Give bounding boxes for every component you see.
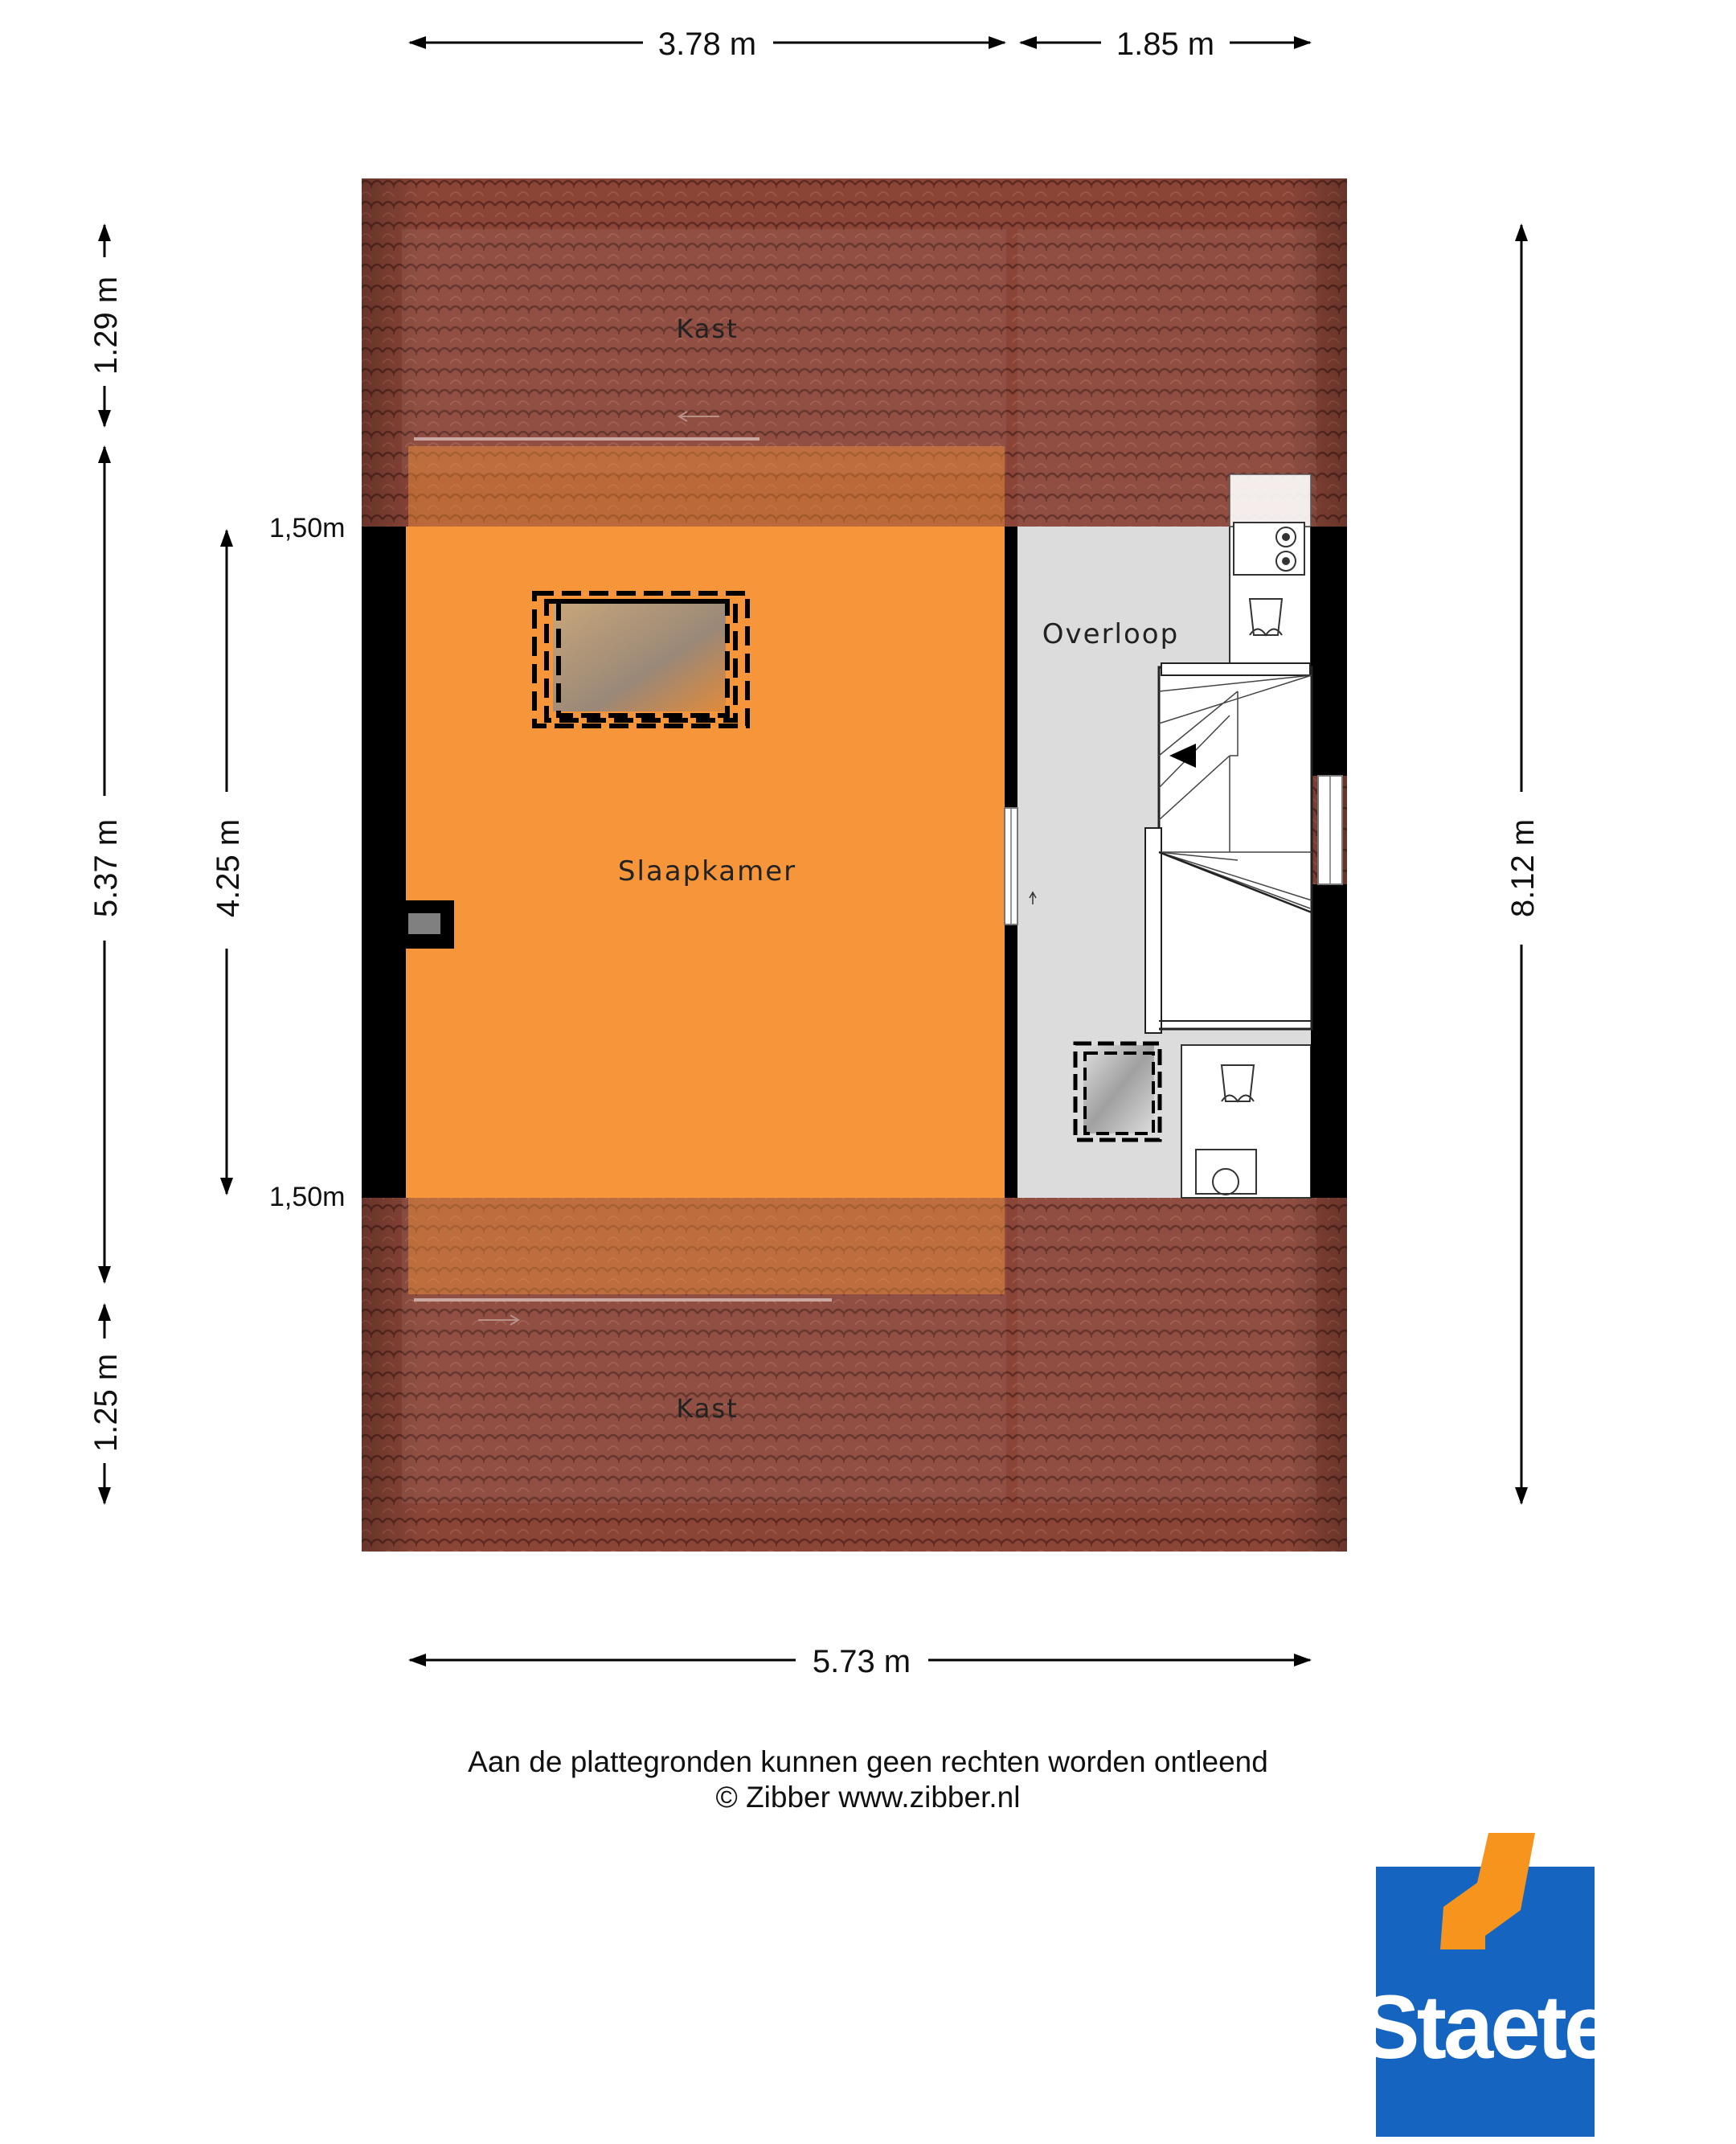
dim-inner-left: 4.25 m (211, 818, 246, 918)
dim-left-middle: 5.37 m (88, 818, 124, 918)
dim-left-top: 1.29 m (88, 276, 124, 375)
copyright-text: © Zibber www.zibber.nl (715, 1781, 1021, 1814)
dim-top-right: 1.85 m (1116, 27, 1215, 62)
dim-top-left: 3.78 m (657, 27, 757, 62)
room-label-kast-bottom: Kast (676, 1393, 739, 1424)
level-marker-upper: 1,50m (269, 513, 346, 543)
disclaimer-text: Aan de plattegronden kunnen geen rechten worden ontleend (468, 1745, 1268, 1778)
room-label-overloop: Overloop (1042, 618, 1180, 650)
dim-bottom: 5.73 m (812, 1644, 911, 1679)
staete-logo (1359, 1833, 1611, 2137)
level-marker-lower: 1,50m (269, 1182, 346, 1212)
dim-right: 8.12 m (1505, 818, 1541, 918)
room-label-kast-top: Kast (676, 314, 739, 344)
dim-left-bottom: 1.25 m (88, 1353, 124, 1453)
staircase (1145, 663, 1312, 1033)
wall-left (362, 527, 406, 1198)
wall-right (1311, 527, 1347, 776)
logo-text: Staete (1359, 1977, 1611, 2077)
attic-hatch (1075, 1043, 1160, 1140)
skylight (534, 593, 747, 726)
room-label-slaapkamer: Slaapkamer (617, 855, 797, 888)
wall-partition (1005, 527, 1017, 808)
